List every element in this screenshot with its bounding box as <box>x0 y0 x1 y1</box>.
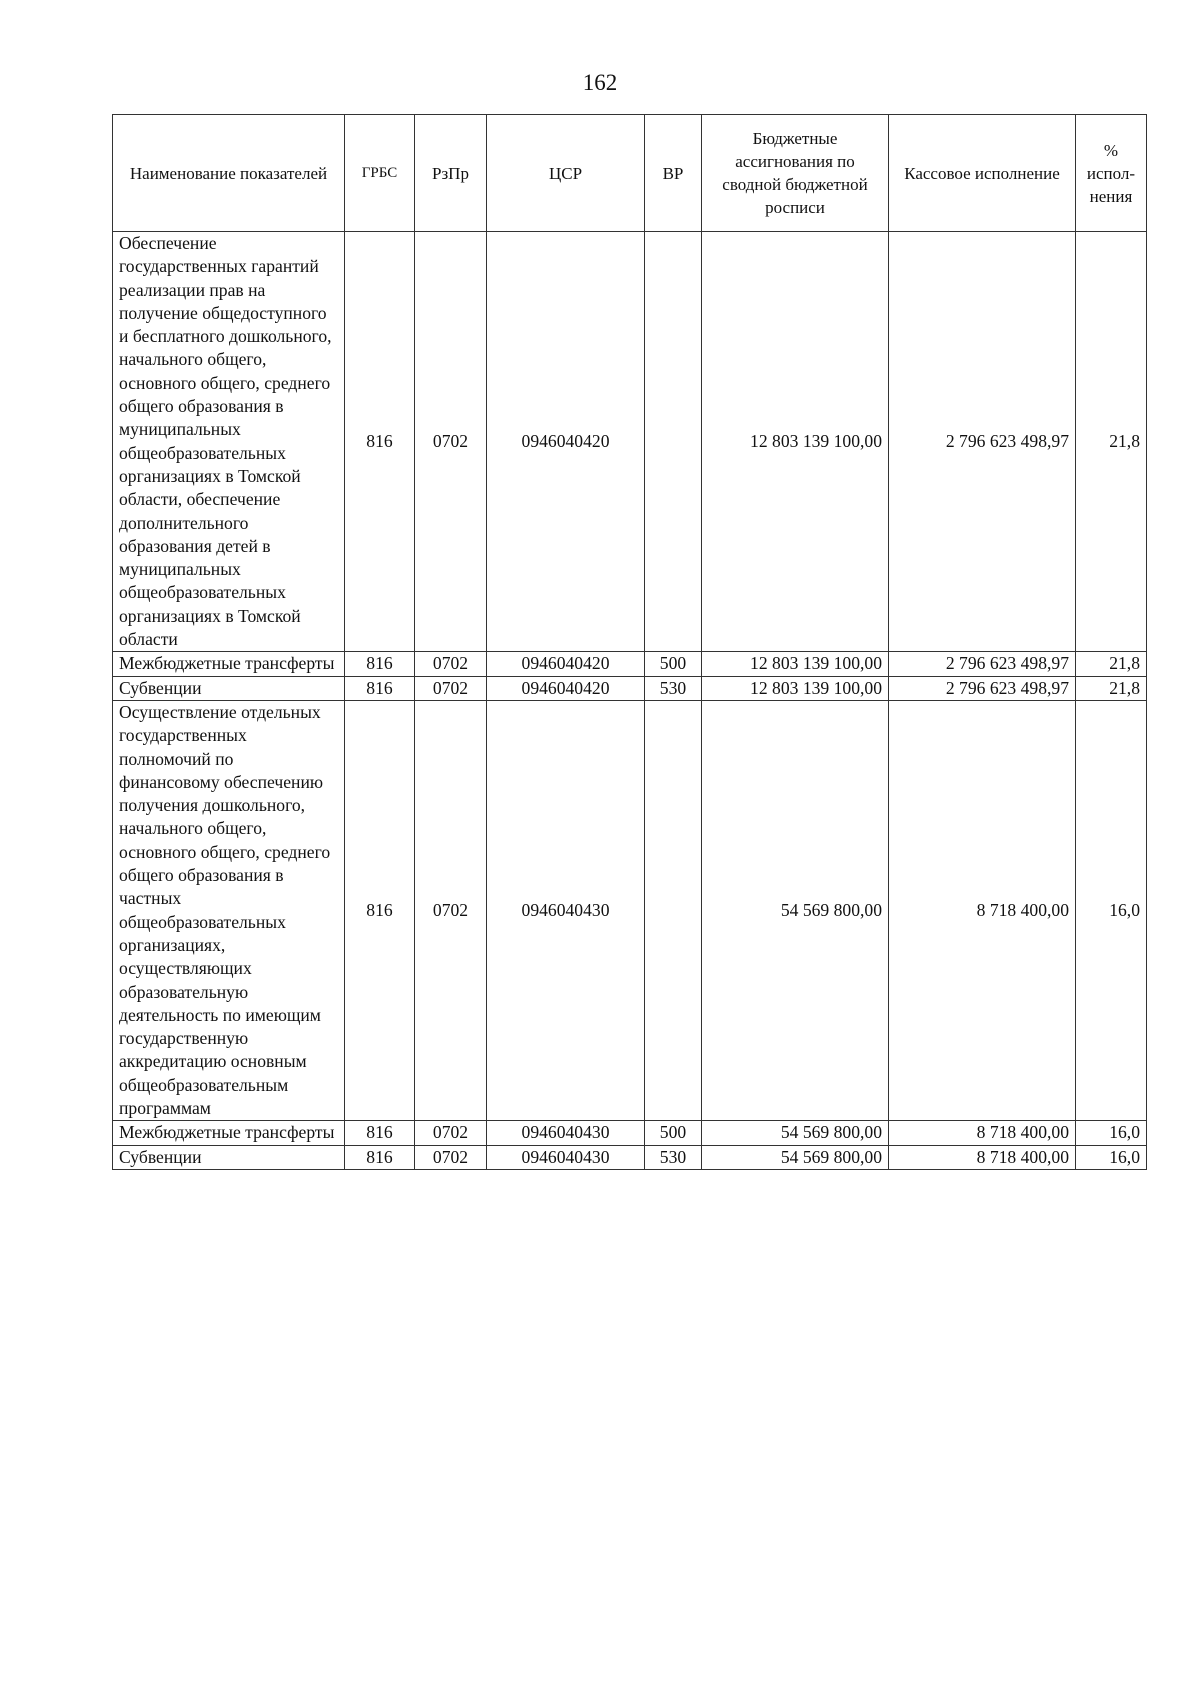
row-percent: 21,8 <box>1076 232 1147 652</box>
row-rzpr: 0702 <box>415 232 487 652</box>
row-vr: 530 <box>645 676 702 700</box>
row-execution: 8 718 400,00 <box>889 1145 1076 1169</box>
row-name: Субвенции <box>113 676 345 700</box>
row-percent: 16,0 <box>1076 700 1147 1120</box>
row-rzpr: 0702 <box>415 676 487 700</box>
row-grbs: 816 <box>345 232 415 652</box>
row-percent: 16,0 <box>1076 1145 1147 1169</box>
row-assignments: 12 803 139 100,00 <box>702 676 889 700</box>
table-row <box>113 676 1147 700</box>
table-row <box>113 652 1147 676</box>
row-csr: 0946040420 <box>487 676 645 700</box>
row-execution: 8 718 400,00 <box>889 1121 1076 1145</box>
header-name: Наименование показателей <box>113 115 345 232</box>
row-name: Межбюджетные трансферты <box>113 1121 345 1145</box>
row-rzpr: 0702 <box>415 1145 487 1169</box>
row-vr <box>645 700 702 1120</box>
row-percent: 16,0 <box>1076 1121 1147 1145</box>
row-grbs: 816 <box>345 1145 415 1169</box>
table-header-row <box>113 115 1147 232</box>
row-percent: 21,8 <box>1076 676 1147 700</box>
row-name: Межбюджетные трансферты <box>113 652 345 676</box>
table-row <box>113 232 1147 652</box>
budget-execution-table <box>112 114 1147 1170</box>
header-csr: ЦСР <box>487 115 645 232</box>
row-name: Обеспечение государственных гарантий реализации прав на получение общедоступного и бесплатного дошкольного, начального общего, основного общего, среднего общего образования в муниципальных общеобразовательных организациях в Томской области, обеспечение дополнительного образования детей в муниципальных общеобразовательных организациях в Томской области <box>113 232 345 652</box>
row-assignments: 12 803 139 100,00 <box>702 232 889 652</box>
row-rzpr: 0702 <box>415 1121 487 1145</box>
row-percent: 21,8 <box>1076 652 1147 676</box>
header-grbs: ГРБС <box>345 115 415 232</box>
row-assignments: 54 569 800,00 <box>702 1121 889 1145</box>
page-number: 162 <box>582 70 618 95</box>
row-csr: 0946040420 <box>487 652 645 676</box>
row-grbs: 816 <box>345 1121 415 1145</box>
row-vr <box>645 232 702 652</box>
table-row <box>113 700 1147 1120</box>
row-execution: 2 796 623 498,97 <box>889 232 1076 652</box>
row-grbs: 816 <box>345 700 415 1120</box>
header-rzpr: РзПр <box>415 115 487 232</box>
row-execution: 8 718 400,00 <box>889 700 1076 1120</box>
row-csr: 0946040430 <box>487 1145 645 1169</box>
table-row <box>113 1145 1147 1169</box>
row-assignments: 54 569 800,00 <box>702 1145 889 1169</box>
row-vr: 500 <box>645 1121 702 1145</box>
row-execution: 2 796 623 498,97 <box>889 652 1076 676</box>
row-name: Субвенции <box>113 1145 345 1169</box>
row-csr: 0946040430 <box>487 700 645 1120</box>
row-execution: 2 796 623 498,97 <box>889 676 1076 700</box>
row-csr: 0946040430 <box>487 1121 645 1145</box>
header-assignments: Бюджетные ассигнования по сводной бюджетной росписи <box>702 115 889 232</box>
row-csr: 0946040420 <box>487 232 645 652</box>
table-row <box>113 1121 1147 1145</box>
row-grbs: 816 <box>345 652 415 676</box>
row-assignments: 12 803 139 100,00 <box>702 652 889 676</box>
row-rzpr: 0702 <box>415 700 487 1120</box>
row-grbs: 816 <box>345 676 415 700</box>
row-name: Осуществление отдельных государственных полномочий по финансовому обеспечению получения дошкольного, начального общего, основного общего, среднего общего образования в частных общеобразовательных организациях, осуществляющих образовательную деятельность по имеющим государственную аккредитацию основным общеобразовательным программам <box>113 700 345 1120</box>
row-rzpr: 0702 <box>415 652 487 676</box>
row-vr: 530 <box>645 1145 702 1169</box>
header-execution: Кассовое исполнение <box>889 115 1076 232</box>
row-assignments: 54 569 800,00 <box>702 700 889 1120</box>
row-vr: 500 <box>645 652 702 676</box>
header-percent: % испол-нения <box>1076 115 1147 232</box>
header-vr: ВР <box>645 115 702 232</box>
